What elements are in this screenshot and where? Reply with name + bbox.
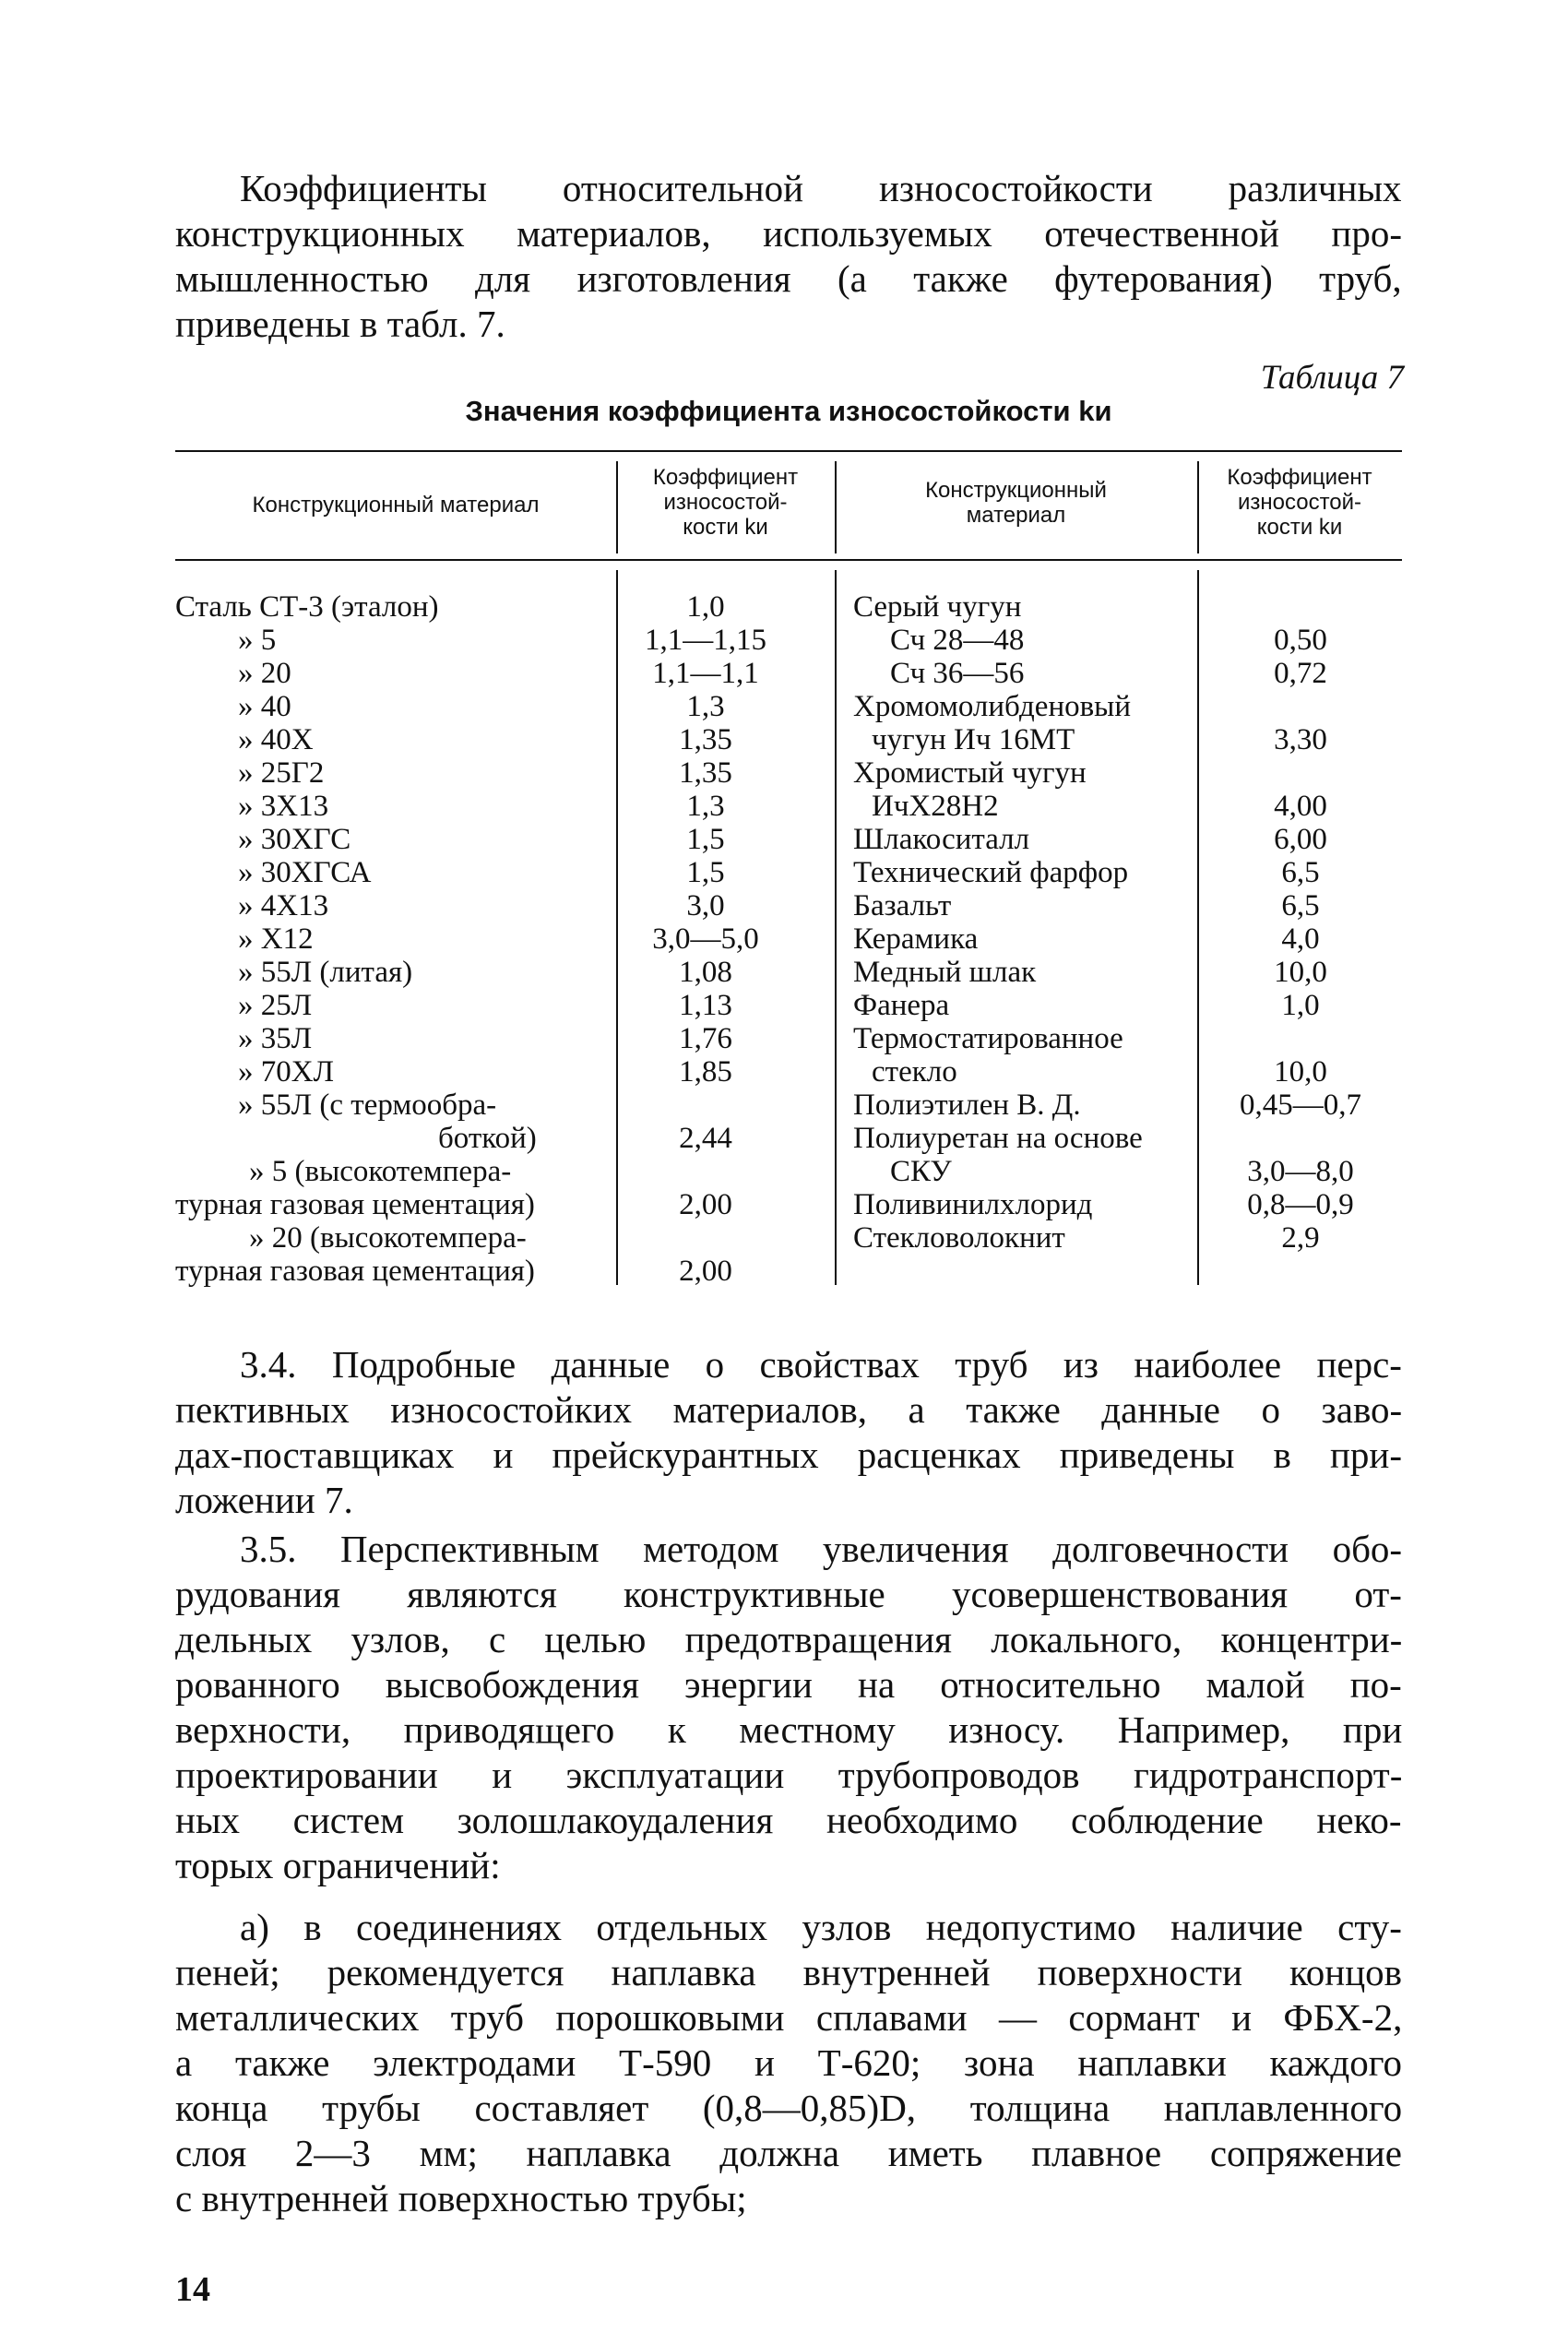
table-cell: 2,9 <box>1281 1221 1320 1255</box>
table-cell: турная газовая цементация) <box>175 1188 535 1221</box>
table-cell <box>609 1089 802 1122</box>
table-cell: » 20 <box>238 657 291 690</box>
table-cell: » 5 <box>238 624 277 657</box>
table-cell: Полиэтилен В. Д. <box>853 1089 1081 1122</box>
table-caption: Значения коэффициента износостойкости kи <box>465 395 1112 427</box>
text-line: с внутренней поверхностью трубы; <box>175 2177 747 2219</box>
header-line: износостой- <box>1237 490 1362 515</box>
header-material-right <box>835 478 1197 528</box>
table-cell: 1,0 <box>1281 989 1320 1022</box>
table-cell: 0,50 <box>1274 624 1327 657</box>
text-line: слоя 2—3 мм; наплавка должна иметь плавное сопряжение <box>175 2132 1402 2174</box>
table-cell: чугун Ич 16МТ <box>872 723 1075 756</box>
text-line: мышленностью для изготовления (а также футерования) труб, <box>175 257 1402 300</box>
table-cell: » 55Л (с термообра- <box>238 1089 497 1122</box>
table-cell: 0,72 <box>1274 657 1327 690</box>
table-cell: Серый чугун <box>853 590 1022 624</box>
header-material-left: Конструкционный материал <box>252 493 540 518</box>
table-header-rule <box>175 559 1402 561</box>
table-cell: 0,45—0,7 <box>1240 1089 1361 1122</box>
text-line: а также электродами Т-590 и Т-620; зона наплавки каждого <box>175 2041 1403 2084</box>
text-line: приведены в табл. 7. <box>175 303 505 345</box>
text-line: конца трубы составляет (0,8—0,85)D, толщина наплавленного <box>175 2087 1403 2129</box>
coefficient-table <box>175 450 1402 1290</box>
section-3-5-paragraph <box>175 1527 1402 1888</box>
header-line: материал <box>966 503 1066 528</box>
table-cell: Технический фарфор <box>853 856 1129 889</box>
table-cell <box>609 1155 802 1188</box>
table-cell <box>1199 756 1402 790</box>
table-cell: 1,13 <box>679 989 732 1022</box>
table-cell <box>1199 1122 1402 1155</box>
header-coefficient-right <box>1197 465 1402 540</box>
header-line: Коэффициент <box>652 465 799 490</box>
right-coefficient-column <box>1199 590 1402 1255</box>
header-line: Конструкционный <box>925 478 1107 503</box>
table-cell: » 55Л (литая) <box>238 956 413 989</box>
intro-paragraph <box>175 166 1402 347</box>
text-line: дельных узлов, с целью предотвращения локального, концентри- <box>175 1618 1403 1660</box>
text-line: верхности, приводящего к местному износу. Например, при <box>175 1708 1403 1751</box>
table-cell: » 25Г2 <box>238 756 325 790</box>
table-cell: 3,0 <box>686 889 725 922</box>
table-cell: 2,00 <box>679 1188 732 1221</box>
table-cell: Фанера <box>853 989 950 1022</box>
table-cell: » 35Л <box>238 1022 313 1055</box>
table-cell: стекло <box>872 1055 957 1089</box>
table-cell: » 4Х13 <box>238 889 329 922</box>
header-line: кости kи <box>683 515 768 540</box>
table-cell <box>1199 1022 1402 1055</box>
table-cell: Базальт <box>853 889 952 922</box>
text-line: металлических труб порошковыми сплавами — сормант и ФБХ-2, <box>175 1996 1403 2039</box>
header-line: износостой- <box>663 490 788 515</box>
table-cell: 1,08 <box>679 956 732 989</box>
table-cell: » 30ХГС <box>238 823 351 856</box>
table-cell: » 3Х13 <box>238 790 329 823</box>
table-cell: 4,00 <box>1274 790 1327 823</box>
table-cell: 10,0 <box>1274 1055 1327 1089</box>
column-divider <box>835 570 837 1285</box>
text-line: торых ограничений: <box>175 1844 501 1886</box>
table-cell: Сч 28—48 <box>890 624 1025 657</box>
table-cell: 1,0 <box>686 590 725 624</box>
table-cell: 3,0—5,0 <box>652 922 759 956</box>
table-cell: Хромомолибденовый <box>853 690 1132 723</box>
table-cell: » 5 (высокотемпера- <box>249 1155 512 1188</box>
table-cell: 3,30 <box>1274 723 1327 756</box>
text-line: 3.4. Подробные данные о свойствах труб из наиболее перс- <box>240 1343 1402 1386</box>
table-cell <box>609 1221 802 1255</box>
text-line: Коэффициенты относительной износостойкости различных <box>240 167 1402 209</box>
table-cell: 0,8—0,9 <box>1247 1188 1354 1221</box>
table-cell: турная газовая цементация) <box>175 1255 535 1288</box>
section-3-4-paragraph <box>175 1342 1402 1523</box>
table-cell: 10,0 <box>1274 956 1327 989</box>
left-material-column <box>175 590 613 1288</box>
table-cell: 3,0—8,0 <box>1247 1155 1354 1188</box>
table-cell <box>1199 590 1402 624</box>
table-cell: 1,35 <box>679 756 732 790</box>
text-line: рудования являются конструктивные усовершенствования от- <box>175 1573 1402 1615</box>
item-a-paragraph <box>175 1905 1402 2221</box>
table-cell: Сч 36—56 <box>890 657 1025 690</box>
left-coefficient-column <box>609 590 802 1288</box>
table-cell: Шлакоситалл <box>853 823 1030 856</box>
text-line: а) в соединениях отдельных узлов недопустимо наличие сту- <box>240 1906 1402 1948</box>
table-cell: 1,3 <box>686 690 725 723</box>
table-cell: 1,5 <box>686 823 725 856</box>
table-cell: Керамика <box>853 922 979 956</box>
table-cell: Стекловолокнит <box>853 1221 1065 1255</box>
header-line: кости kи <box>1256 515 1343 540</box>
text-line: 3.5. Перспективным методом увеличения долговечности обо- <box>240 1528 1403 1570</box>
table-cell: Термостатированное <box>853 1022 1123 1055</box>
table-cell: СКУ <box>890 1155 952 1188</box>
text-line: ложении 7. <box>175 1479 353 1521</box>
table-cell: » 25Л <box>238 989 313 1022</box>
table-cell: » 40 <box>238 690 291 723</box>
table-label: Таблица 7 <box>1260 359 1404 397</box>
text-line: пеней; рекомендуется наплавка внутренней поверхности концов <box>175 1951 1403 1993</box>
text-line: проектировании и эксплуатации трубопроводов гидротранспорт- <box>175 1754 1403 1796</box>
text-line: ных систем золошлакоудаления необходимо соблюдение неко- <box>175 1799 1402 1841</box>
header-coefficient-left <box>616 465 835 540</box>
table-cell: 1,35 <box>679 723 732 756</box>
table-cell: 6,00 <box>1274 823 1327 856</box>
text-line: конструкционных материалов, используемых отечественной про- <box>175 212 1402 255</box>
table-cell: 1,5 <box>686 856 725 889</box>
table-cell: » 20 (высокотемпера- <box>249 1221 527 1255</box>
table-cell: 1,1—1,15 <box>645 624 766 657</box>
table-cell: Полиуретан на основе <box>853 1122 1143 1155</box>
table-cell: Поливинилхлорид <box>853 1188 1093 1221</box>
table-cell: 6,5 <box>1281 889 1320 922</box>
table-cell: 6,5 <box>1281 856 1320 889</box>
table-cell: 1,3 <box>686 790 725 823</box>
table-cell: Сталь СТ-3 (эталон) <box>175 590 439 624</box>
table-cell: » Х12 <box>238 922 314 956</box>
text-line: пективных износостойких материалов, а также данные о заво- <box>175 1388 1403 1431</box>
table-cell: боткой) <box>438 1122 537 1155</box>
table-cell: 1,1—1,1 <box>652 657 759 690</box>
table-cell: » 40Х <box>238 723 314 756</box>
table-cell: 1,85 <box>679 1055 732 1089</box>
table-cell: » 70ХЛ <box>238 1055 334 1089</box>
table-top-rule <box>175 450 1402 452</box>
table-cell: 4,0 <box>1281 922 1320 956</box>
header-line: Коэффициент <box>1227 465 1372 490</box>
table-cell: ИчХ28Н2 <box>872 790 999 823</box>
page-number: 14 <box>175 2270 210 2309</box>
table-cell <box>1199 690 1402 723</box>
table-cell: » 30ХГСА <box>238 856 372 889</box>
table-cell: 1,76 <box>679 1022 732 1055</box>
table-cell: Хромистый чугун <box>853 756 1087 790</box>
table-cell: 2,44 <box>679 1122 732 1155</box>
table-cell: 2,00 <box>679 1255 732 1288</box>
text-line: рованного высвобождения энергии на относительно малой по- <box>175 1663 1402 1706</box>
table-cell: Медный шлак <box>853 956 1037 989</box>
text-line: дах-поставщиках и прейскурантных расценках приведены в при- <box>175 1434 1403 1476</box>
